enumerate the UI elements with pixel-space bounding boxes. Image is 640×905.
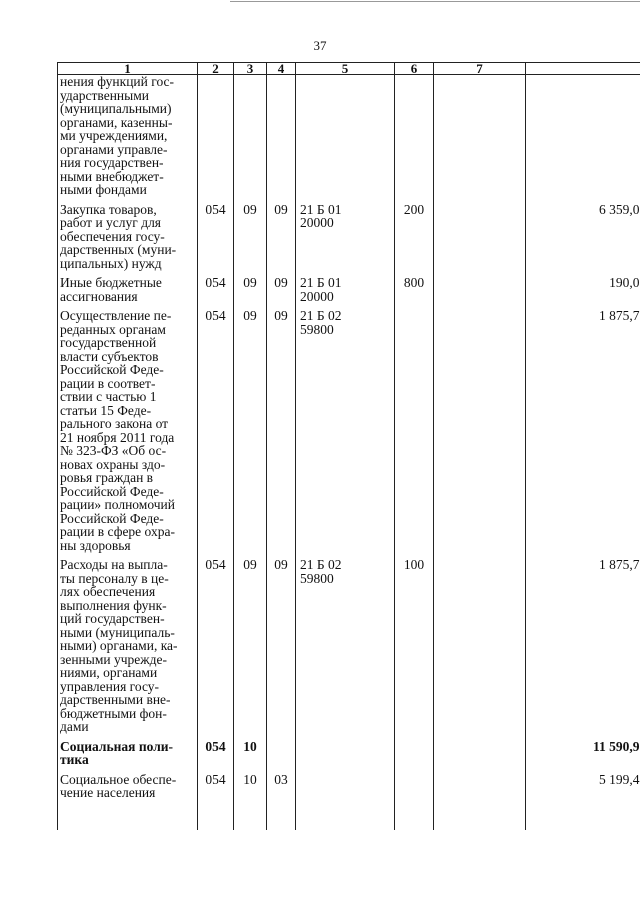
column-header: 6 — [395, 63, 434, 75]
subsection-code-cell — [267, 75, 296, 203]
section-code-cell: 10 — [234, 773, 267, 806]
section-code-cell — [234, 75, 267, 203]
filler-cell — [198, 806, 234, 830]
amount-cell: 190,0 — [526, 276, 640, 309]
row-name-cell: Осуществление пе- реданных органам государственной власти субъектов Российской Феде- рации в соответ- ствии с частью 1 статьи 15 Феде- рального закона от 21 ноября 2011 года № 323-ФЗ «Об ос- новах охраны здо- ровья граждан в Российской Феде- рации» полномочий Российской Феде- рации в сфере охра- ны здоровья — [58, 309, 198, 558]
ministry-code-cell — [198, 75, 234, 203]
table-row — [58, 558, 640, 740]
subsection-code-cell: 09 — [267, 309, 296, 558]
column-7-cell — [434, 558, 526, 740]
column-header: 2 — [198, 63, 234, 75]
expense-type-cell: 200 — [395, 203, 434, 277]
column-7-cell — [434, 740, 526, 773]
amount-cell: 1 875,7 — [526, 558, 640, 740]
subsection-code-cell: 09 — [267, 276, 296, 309]
column-7-cell — [434, 773, 526, 806]
subsection-code-cell: 09 — [267, 203, 296, 277]
filler-cell — [526, 806, 640, 830]
column-header: 5 — [296, 63, 395, 75]
section-code-cell: 09 — [234, 276, 267, 309]
ministry-code-cell: 054 — [198, 558, 234, 740]
row-name-cell: нения функций гос- ударственными (муниципальными) органами, казенны- ми учреждениями, органами управле- ния государствен- ными внебюджет- ными фондами — [58, 75, 198, 203]
row-name-cell: Социальное обеспе- чение населения — [58, 773, 198, 806]
section-code-cell: 09 — [234, 558, 267, 740]
column-header — [526, 63, 640, 75]
target-article-cell: 21 Б 01 20000 — [296, 203, 395, 277]
column-header: 3 — [234, 63, 267, 75]
amount-cell: 11 590,9 — [526, 740, 640, 773]
filler-cell — [296, 806, 395, 830]
ministry-code-cell: 054 — [198, 203, 234, 277]
expense-type-cell — [395, 309, 434, 558]
column-7-cell — [434, 203, 526, 277]
section-code-cell: 10 — [234, 740, 267, 773]
ministry-code-cell: 054 — [198, 276, 234, 309]
table-row — [58, 75, 640, 203]
target-article-cell — [296, 773, 395, 806]
row-name-cell: Социальная поли- тика — [58, 740, 198, 773]
column-7-cell — [434, 309, 526, 558]
page-number: 37 — [313, 38, 327, 53]
section-code-cell: 09 — [234, 203, 267, 277]
row-name-cell: Иные бюджетные ассигнования — [58, 276, 198, 309]
row-name-cell: Закупка товаров, работ и услуг для обеспечения госу- дарственных (муни- ципальных) нужд — [58, 203, 198, 277]
target-article-cell — [296, 740, 395, 773]
column-7-cell — [434, 75, 526, 203]
section-code-cell: 09 — [234, 309, 267, 558]
amount-cell: 6 359,0 — [526, 203, 640, 277]
column-header: 4 — [267, 63, 296, 75]
table-filler-row — [58, 806, 640, 830]
amount-cell — [526, 75, 640, 203]
table-row — [58, 773, 640, 806]
amount-cell: 5 199,4 — [526, 773, 640, 806]
table-row — [58, 309, 640, 558]
filler-cell — [395, 806, 434, 830]
top-edge-line — [230, 1, 640, 2]
ministry-code-cell: 054 — [198, 309, 234, 558]
row-name-cell: Расходы на выпла- ты персоналу в це- лях обеспечения выполнения функ- ций государствен- ными (муниципаль- ными) органами, ка- зенными учрежде- ниями, органами управления госу- дарственными вне- бюджетными фон- дами — [58, 558, 198, 740]
expense-type-cell — [395, 75, 434, 203]
subsection-code-cell: 09 — [267, 558, 296, 740]
expense-type-cell: 800 — [395, 276, 434, 309]
budget-table — [57, 62, 640, 830]
expense-type-cell: 100 — [395, 558, 434, 740]
filler-cell — [434, 806, 526, 830]
filler-cell — [234, 806, 267, 830]
table-row — [58, 276, 640, 309]
subsection-code-cell — [267, 740, 296, 773]
target-article-cell — [296, 75, 395, 203]
target-article-cell: 21 Б 01 20000 — [296, 276, 395, 309]
column-header: 7 — [434, 63, 526, 75]
ministry-code-cell: 054 — [198, 773, 234, 806]
subsection-code-cell: 03 — [267, 773, 296, 806]
expense-type-cell — [395, 740, 434, 773]
ministry-code-cell: 054 — [198, 740, 234, 773]
target-article-cell: 21 Б 02 59800 — [296, 309, 395, 558]
column-7-cell — [434, 276, 526, 309]
table-row — [58, 740, 640, 773]
table-row — [58, 203, 640, 277]
table-header-row — [58, 63, 640, 75]
filler-cell — [267, 806, 296, 830]
target-article-cell: 21 Б 02 59800 — [296, 558, 395, 740]
amount-cell: 1 875,7 — [526, 309, 640, 558]
filler-cell — [58, 806, 198, 830]
column-header: 1 — [58, 63, 198, 75]
expense-type-cell — [395, 773, 434, 806]
